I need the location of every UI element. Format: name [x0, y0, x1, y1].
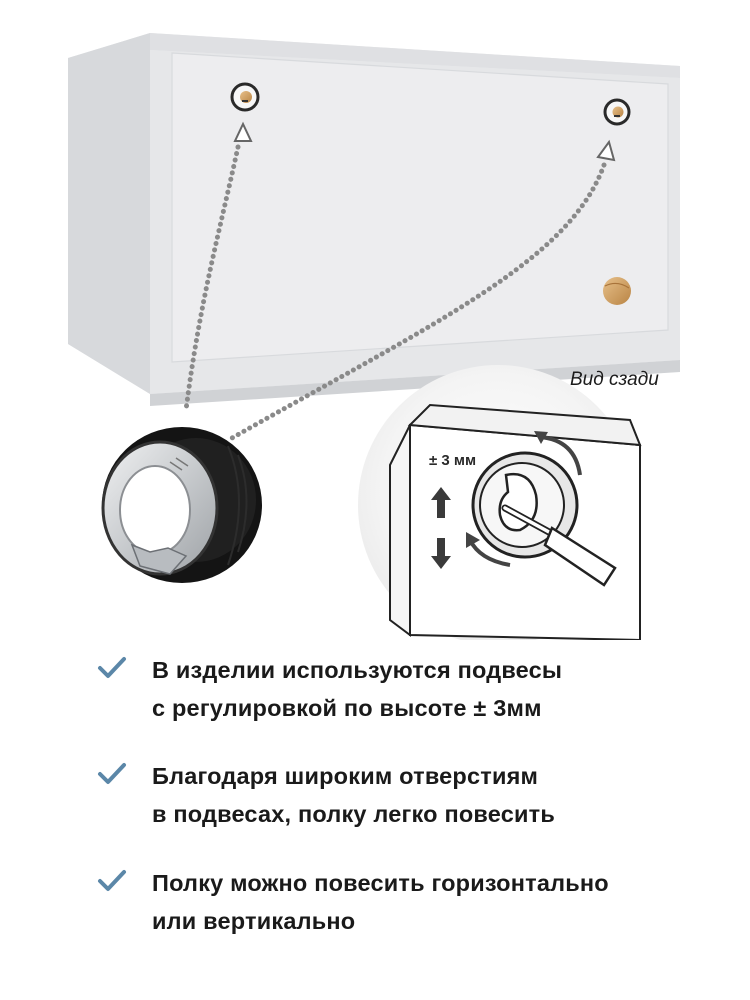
- feature-item: [96, 757, 555, 833]
- shelf-back-view: [68, 33, 680, 406]
- detail-circle: [358, 365, 640, 640]
- check-icon: [96, 653, 128, 685]
- shelf-left-side: [68, 33, 150, 394]
- check-icon: [96, 759, 128, 791]
- feature-text: Благодаря широким отверстиям в подвесах, полку легко повесить: [152, 763, 555, 827]
- adjust-range-label: ± 3 мм: [429, 452, 477, 469]
- feature-text: В изделии используются подвесы с регулировкой по высоте ± 3мм: [152, 657, 563, 721]
- feature-text: Полку можно повесить горизонтально или вертикально: [152, 870, 609, 934]
- hanger-ring: [102, 427, 262, 583]
- feature-item: [96, 864, 609, 940]
- rear-view-caption: Вид сзади: [570, 369, 659, 390]
- wood-dowel: [603, 277, 631, 305]
- hanger-hole-left: [232, 84, 258, 110]
- feature-item: [96, 651, 562, 727]
- check-icon: [96, 866, 128, 898]
- hanger-hole-right: [605, 100, 629, 124]
